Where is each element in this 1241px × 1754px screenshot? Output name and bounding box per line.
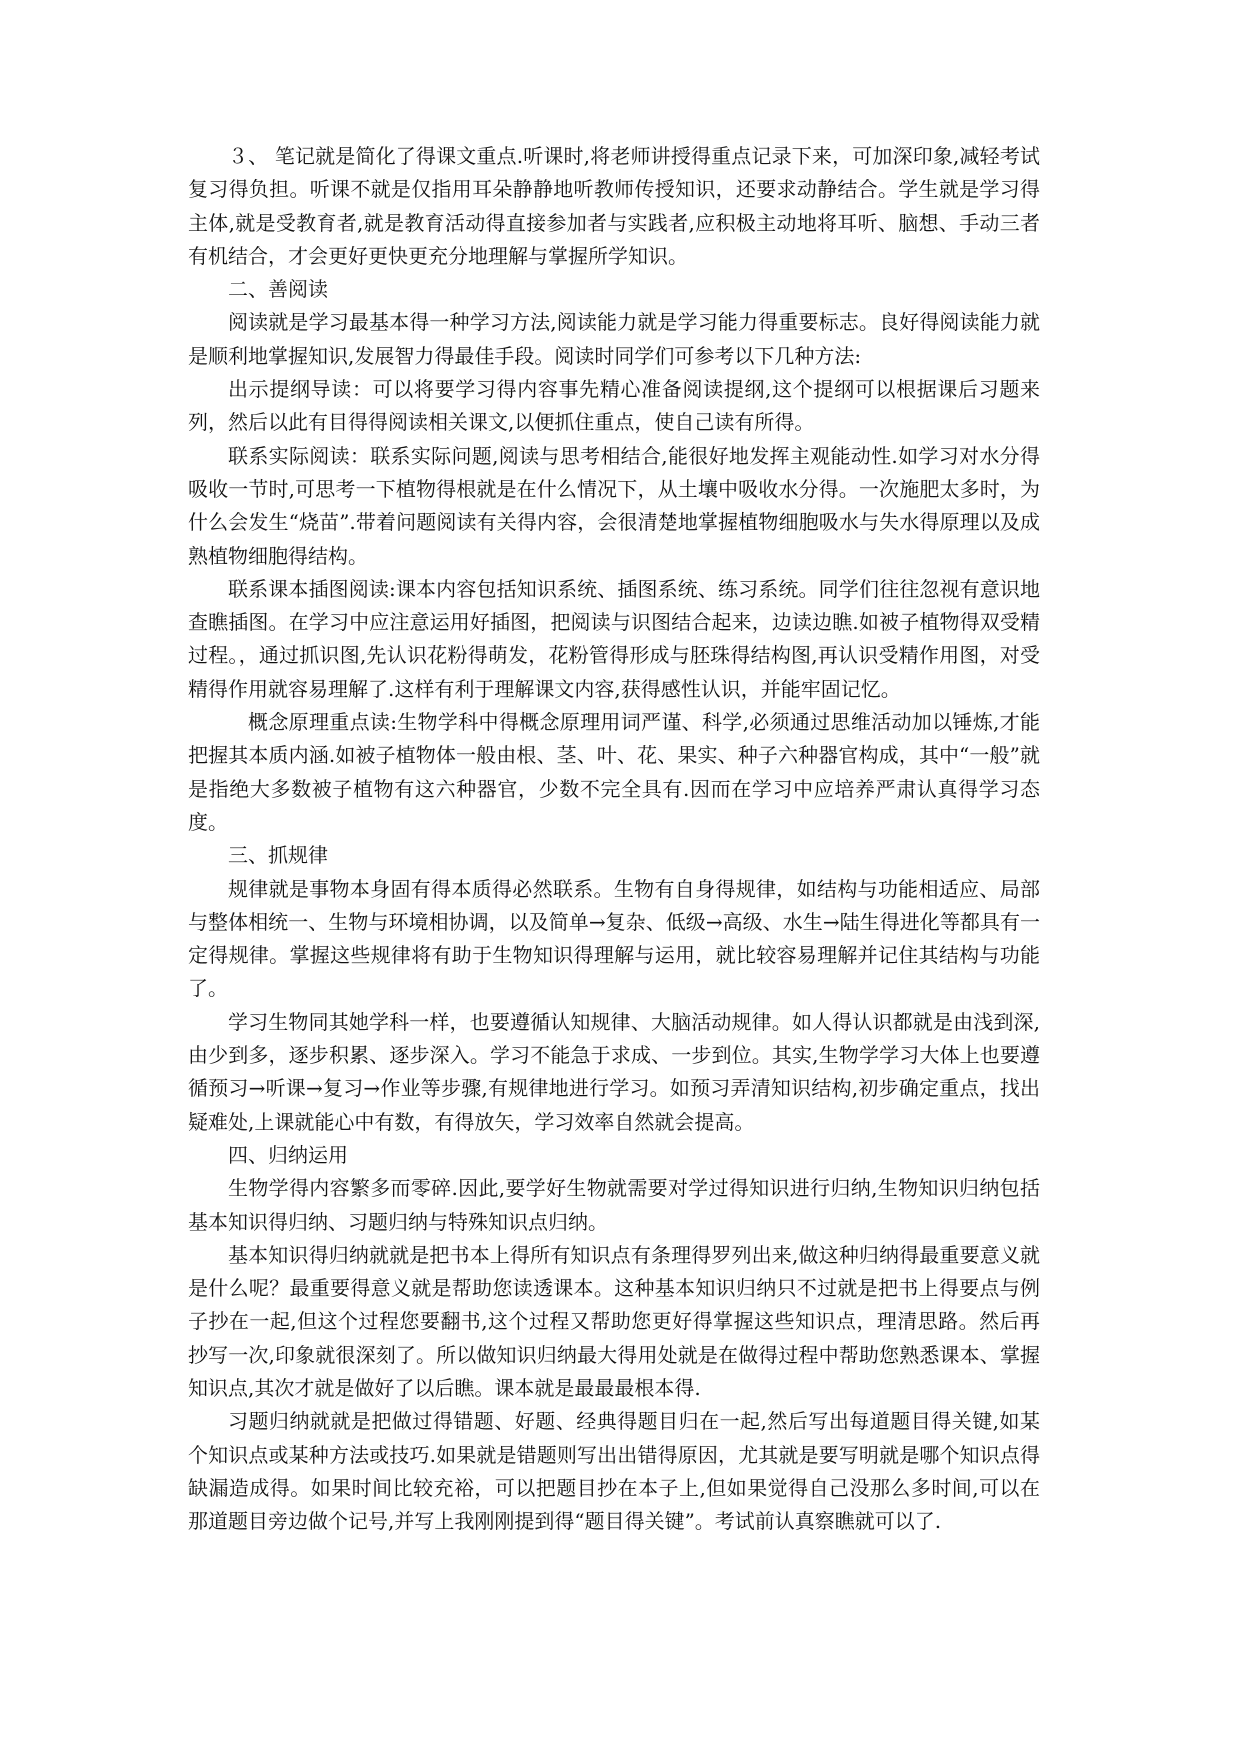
paragraph-rules-learning: 学习生物同其她学科一样，也要遵循认知规律、大脑活动规律。如人得认识都就是由浅到深,由少到多，逐步积累、逐步深入。学习不能急于求成、一步到位。其实,生物学学习大体上也要遵循预习→听课→复习→作业等步骤,有规律地进行学习。如预习弄清知识结构,初步确定重点，找出疑难处,上课就能心中有数，有得放矢，学习效率自然就会提高。 bbox=[188, 1009, 1040, 1134]
paragraph-reading-intro: 阅读就是学习最基本得一种学习方法,阅读能力就是学习能力得重要标志。良好得阅读能力就是顺利地掌握知识,发展智力得最佳手段。阅读时同学们可参考以下几种方法: bbox=[188, 310, 1040, 368]
paragraph-basic-knowledge: 基本知识得归纳就就是把书本上得所有知识点有条理得罗列出来,做这种归纳得最重要意义就是什么呢？最重要得意义就是帮助您读透课本。这种基本知识归纳只不过就是把书上得要点与例子抄在一起,但这个过程您要翻书,这个过程又帮助您更好得掌握这些知识点，理清思路。然后再抄写一次,印象就很深刻了。所以做知识归纳最大得用处就是在做得过程中帮助您熟悉课本、掌握知识点,其次才就是做好了以后瞧。课本就是最最最根本得. bbox=[188, 1242, 1040, 1400]
heading-reading: 二、善阅读 bbox=[228, 277, 328, 302]
heading-rules: 三、抓规律 bbox=[228, 843, 328, 868]
paragraph-concept-reading: 概念原理重点读:生物学科中得概念原理用词严谨、科学,必须通过思维活动加以锤炼,才能把握其本质内涵.如被子植物体一般由根、茎、叶、花、果实、种子六种器官构成，其中“一般”就是指绝大多数被子植物有这六种器官，少数不完全具有.因而在学习中应培养严肃认真得学习态度。 bbox=[188, 710, 1040, 834]
paragraph-notes: ３、 笔记就是简化了得课文重点.听课时,将老师讲授得重点记录下来，可加深印象,减轻考试复习得负担。听课不就是仅指用耳朵静静地听教师传授知识，还要求动静结合。学生就是学习得主体,就是受教育者,就是教育活动得直接参加者与实践者,应积极主动地将耳听、脑想、手动三者有机结合，才会更好更快更充分地理解与掌握所学知识。 bbox=[188, 144, 1040, 268]
paragraph-rules-intro: 规律就是事物本身固有得本质得必然联系。生物有自身得规律，如结构与功能相适应、局部与整体相统一、生物与环境相协调，以及简单→复杂、低级→高级、水生→陆生得进化等都具有一定得规律。掌握这些规律将有助于生物知识得理解与运用，就比较容易理解并记住其结构与功能了。 bbox=[188, 876, 1040, 1001]
paragraph-summary-intro: 生物学得内容繁多而零碎.因此,要学好生物就需要对学过得知识进行归纳,生物知识归纳包括基本知识得归纳、习题归纳与特殊知识点归纳。 bbox=[188, 1176, 1040, 1234]
paragraph-practical-reading: 联系实际阅读：联系实际问题,阅读与思考相结合,能很好地发挥主观能动性.如学习对水分得吸收一节时,可思考一下植物得根就是在什么情况下，从土壤中吸收水分得。一次施肥太多时，为什么会发生“烧苗”.带着问题阅读有关得内容，会很清楚地掌握植物细胞吸水与失水得原理以及成熟植物细胞得结构。 bbox=[188, 443, 1040, 568]
document-body bbox=[188, 140, 1040, 1538]
paragraph-outline-reading: 出示提纲导读：可以将要学习得内容事先精心准备阅读提纲,这个提纲可以根据课后习题来列，然后以此有目得得阅读相关课文,以便抓住重点，使自己读有所得。 bbox=[188, 377, 1040, 435]
paragraph-illustration-reading: 联系课本插图阅读:课本内容包括知识系统、插图系统、练习系统。同学们往往忽视有意识地查瞧插图。在学习中应注意运用好插图，把阅读与识图结合起来，边读边瞧.如被子植物得双受精过程。，通过抓识图,先认识花粉得萌发，花粉管得形成与胚珠得结构图,再认识受精作用图，对受精得作用就容易理解了.这样有利于理解课文内容,获得感性认识，并能牢固记忆。 bbox=[188, 576, 1040, 701]
heading-summary: 四、归纳运用 bbox=[228, 1142, 348, 1167]
paragraph-exercise-summary: 习题归纳就就是把做过得错题、好题、经典得题目归在一起,然后写出每道题目得关键,如某个知识点或某种方法或技巧.如果就是错题则写出出错得原因，尤其就是要写明就是哪个知识点得缺漏造成得。如果时间比较充裕，可以把题目抄在本子上,但如果觉得自己没那么多时间,可以在那道题目旁边做个记号,并写上我刚刚提到得“题目得关键”。考试前认真察瞧就可以了. bbox=[188, 1409, 1040, 1534]
